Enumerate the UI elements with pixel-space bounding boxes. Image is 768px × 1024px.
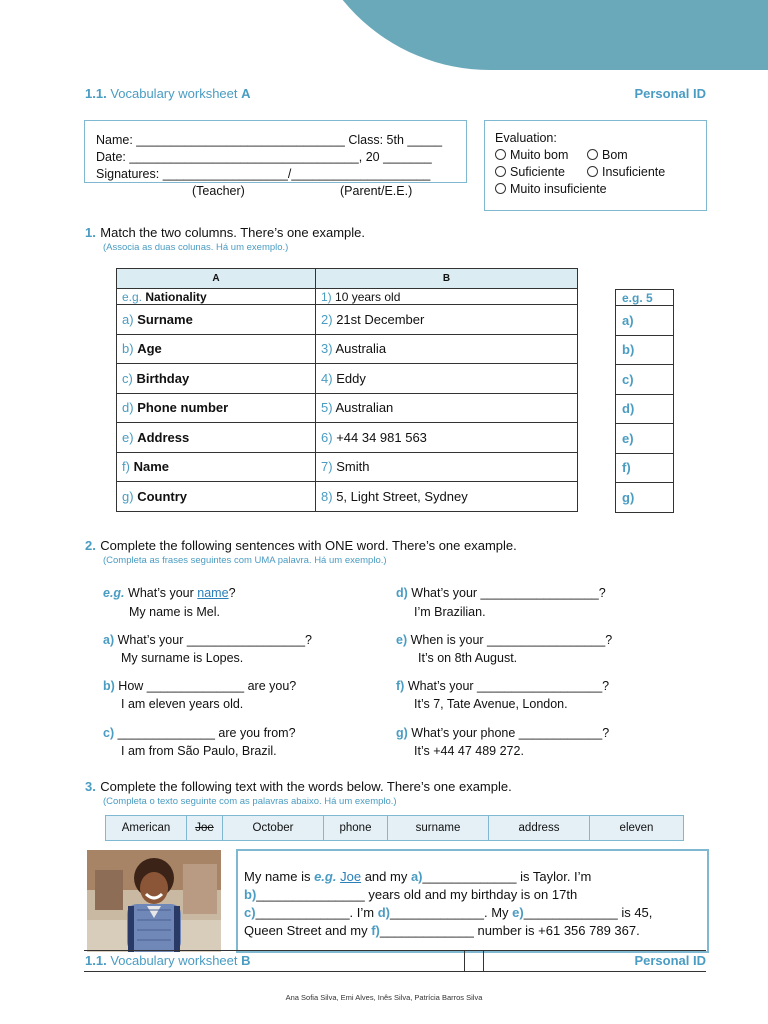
word-bank-item: phone [324, 816, 388, 841]
sentence-b[interactable] [103, 677, 296, 695]
row-value: 21st December [336, 311, 425, 327]
option-label: Muito bom [510, 148, 569, 162]
item-label: e.g. [314, 869, 337, 884]
signatures-line[interactable]: Signatures: __________________/____________________ [96, 167, 431, 181]
row-number: 7) [321, 459, 333, 475]
name-line[interactable]: Name: ______________________________ Class: 5th _____ [96, 133, 443, 147]
question-number: 1. [85, 225, 96, 240]
worksheet-b-title [85, 953, 251, 968]
option-label: Insuficiente [602, 165, 666, 179]
row-letter: g) [122, 488, 134, 504]
item-label: d) [377, 905, 390, 920]
matching-table [116, 268, 578, 512]
item-label: a) [103, 633, 115, 647]
sentence-a[interactable] [103, 631, 312, 649]
option-label: Muito insuficiente [510, 182, 607, 196]
question-text: Match the two columns. There’s one example. [100, 225, 366, 240]
sentence-question: How ______________ are you? [118, 679, 297, 693]
table-row [117, 393, 578, 423]
row-value: Australian [335, 400, 394, 416]
row-value: Eddy [336, 370, 366, 386]
sentence-question: What’s your phone ____________? [411, 726, 610, 740]
row-term: Name [133, 459, 169, 475]
sentence-question: What’s your [128, 586, 198, 600]
sentence-g-answer: It’s +44 47 489 272. [414, 744, 524, 758]
worksheet-title [85, 86, 251, 101]
answer-d[interactable]: d) [616, 394, 674, 424]
footer-authors: Ana Sofia Silva, Emi Alves, Inês Silva, Patrícia Barros Silva [285, 993, 483, 1002]
word-bank [105, 815, 684, 841]
row-number: 3) [321, 341, 333, 357]
text-segment[interactable]: _____________ is Taylor. I’m [422, 869, 592, 884]
text-line-1 [244, 868, 591, 886]
text-segment[interactable]: _____________. My [390, 905, 513, 920]
question-number: 3. [85, 779, 96, 794]
sentence-d-answer: I’m Brazilian. [414, 605, 486, 619]
header-divider [464, 951, 484, 971]
radio-icon[interactable] [587, 149, 598, 160]
sentence-e[interactable] [396, 631, 612, 649]
personal-id-label: Personal ID [634, 86, 706, 101]
item-label: e.g. [103, 586, 125, 600]
option-muito-insuficiente[interactable] [495, 182, 607, 196]
question-text: Complete the following text with the words below. There’s one example. [100, 779, 512, 794]
row-number: 4) [321, 370, 333, 386]
row-number: 6) [321, 429, 333, 445]
row-letter: f) [122, 459, 130, 475]
title-text: Vocabulary worksheet [110, 953, 238, 968]
answer-g[interactable]: g) [616, 483, 674, 513]
row-number: 2) [321, 311, 333, 327]
word-bank-item-used: Joe [187, 816, 223, 841]
answer-f[interactable]: f) [616, 453, 674, 483]
answer-a[interactable]: a) [616, 306, 674, 336]
question-number: 2. [85, 538, 96, 553]
student-info-box [84, 120, 467, 183]
option-suficiente[interactable] [495, 165, 565, 179]
row-number: 5) [321, 400, 333, 416]
row-term: Birthday [136, 370, 190, 386]
sentence-a-answer: My surname is Lopes. [121, 651, 244, 665]
item-label: b) [103, 679, 115, 693]
sentence-d[interactable] [396, 584, 606, 602]
row-value: Smith [336, 459, 370, 475]
word-bank-item: American [106, 816, 187, 841]
row-number: 1) [321, 290, 332, 304]
sentence-g[interactable] [396, 724, 609, 742]
row-value: 10 years old [335, 290, 401, 304]
word-bank-item: eleven [590, 816, 684, 841]
row-term: Country [137, 488, 188, 504]
answer-c[interactable]: c) [616, 365, 674, 395]
question-3-subtitle: (Completa o texto seguinte com as palavras abaixo. Há um exemplo.) [103, 796, 397, 807]
sentence-example-answer: My name is Mel. [129, 605, 220, 619]
radio-icon[interactable] [587, 166, 598, 177]
text-segment[interactable]: _______________ years old and my birthday is on 17th [256, 887, 578, 902]
item-label: b) [244, 887, 257, 902]
item-label: g) [396, 726, 408, 740]
title-text: Vocabulary worksheet [110, 86, 238, 101]
option-insuficiente[interactable] [587, 165, 665, 179]
row-value: 5, Light Street, Sydney [336, 488, 468, 504]
sentence-question: When is your _________________? [410, 633, 613, 647]
text-segment[interactable]: _____________ number is +61 356 789 367. [379, 923, 640, 938]
row-letter: b) [122, 341, 134, 357]
table-row [117, 334, 578, 364]
radio-icon[interactable] [495, 166, 506, 177]
option-bom[interactable] [587, 148, 628, 162]
table-row [117, 452, 578, 482]
question-2-heading [85, 537, 517, 555]
sentence-question: What’s your _________________? [411, 586, 606, 600]
question-text: Complete the following sentences with ONE word. There’s one example. [100, 538, 517, 553]
column-a-header: A [117, 269, 316, 289]
radio-icon[interactable] [495, 183, 506, 194]
row-value: +44 34 981 563 [336, 429, 427, 445]
item-label: a) [410, 869, 423, 884]
sentence-b-answer: I am eleven years old. [121, 697, 244, 711]
item-label: f) [371, 923, 380, 938]
example-answer: name [197, 586, 229, 600]
example-answer: Joe [340, 869, 362, 884]
evaluation-box [484, 120, 707, 211]
header-decoration [300, 0, 768, 70]
text-box [236, 849, 709, 953]
row-letter: a) [122, 311, 134, 327]
sentence-f-answer: It’s 7, Tate Avenue, London. [414, 697, 568, 711]
answer-e[interactable]: e) [616, 424, 674, 454]
row-letter: e) [122, 429, 134, 445]
sentence-question: What’s your __________________? [407, 679, 610, 693]
word-bank-item: surname [388, 816, 489, 841]
section-number: 1.1. [85, 953, 107, 968]
text-segment: and my [361, 869, 411, 884]
example-row-b [316, 289, 578, 305]
question-2-subtitle: (Completa as frases seguintes com UMA palavra. Há um exemplo.) [103, 555, 387, 566]
option-label: Suficiente [510, 165, 565, 179]
text-line-2 [244, 886, 577, 904]
option-label: Bom [602, 148, 628, 162]
teacher-label: (Teacher) [192, 184, 245, 198]
title-letter: A [241, 86, 251, 101]
row-value: Australia [335, 341, 387, 357]
sentence-question: ______________ are you from? [117, 726, 296, 740]
table-row [117, 305, 578, 335]
item-label: c) [103, 726, 115, 740]
text-segment: My name is [244, 869, 315, 884]
table-row [117, 423, 578, 453]
row-letter: c) [122, 370, 133, 386]
personal-id-label-b: Personal ID [634, 953, 706, 968]
answer-b[interactable]: b) [616, 335, 674, 365]
question-1-subtitle: (Associa as duas colunas. Há um exemplo.) [103, 242, 289, 253]
example-row-a [117, 289, 316, 305]
item-label: f) [396, 679, 405, 693]
text-segment: Queen Street and my [244, 923, 372, 938]
table-row [117, 364, 578, 394]
sentence-question: What’s your _________________? [117, 633, 312, 647]
text-segment[interactable]: _____________ is 45, [523, 905, 653, 920]
date-line[interactable]: Date: _________________________________, 20 _______ [96, 150, 432, 164]
sentence-e-answer: It’s on 8th August. [418, 651, 518, 665]
question-3-heading [85, 778, 512, 796]
text-segment[interactable]: _____________. I’m [255, 905, 378, 920]
text-line-4 [244, 922, 640, 940]
column-b-header: B [316, 269, 578, 289]
parent-label: (Parent/E.E.) [340, 184, 413, 198]
answer-example: e.g. 5 [616, 290, 674, 306]
row-term: Nationality [145, 290, 207, 304]
row-letter: e.g. [122, 290, 143, 304]
student-photo-image [87, 850, 221, 952]
row-term: Age [137, 341, 162, 357]
sentence-c[interactable] [103, 724, 296, 742]
row-term: Phone number [137, 400, 229, 416]
section-number: 1.1. [85, 86, 107, 101]
item-label: d) [396, 586, 408, 600]
answer-column [615, 289, 674, 513]
option-muito-bom[interactable] [495, 148, 568, 162]
item-label: e) [396, 633, 408, 647]
evaluation-title: Evaluation: [495, 131, 557, 145]
title-letter: B [241, 953, 251, 968]
table-row [117, 482, 578, 512]
sentence-example [103, 584, 236, 602]
student-photo [87, 850, 221, 952]
row-term: Address [137, 429, 190, 445]
item-label: c) [244, 905, 256, 920]
row-number: 8) [321, 488, 333, 504]
row-letter: d) [122, 400, 134, 416]
word-bank-item: address [489, 816, 590, 841]
item-label: e) [512, 905, 524, 920]
row-term: Surname [137, 311, 193, 327]
word-bank-item: October [223, 816, 324, 841]
radio-icon[interactable] [495, 149, 506, 160]
sentence-punct: ? [228, 586, 236, 600]
text-line-3 [244, 904, 652, 922]
sentence-f[interactable] [396, 677, 609, 695]
question-1-heading [85, 224, 365, 242]
sentence-c-answer: I am from São Paulo, Brazil. [121, 744, 277, 758]
